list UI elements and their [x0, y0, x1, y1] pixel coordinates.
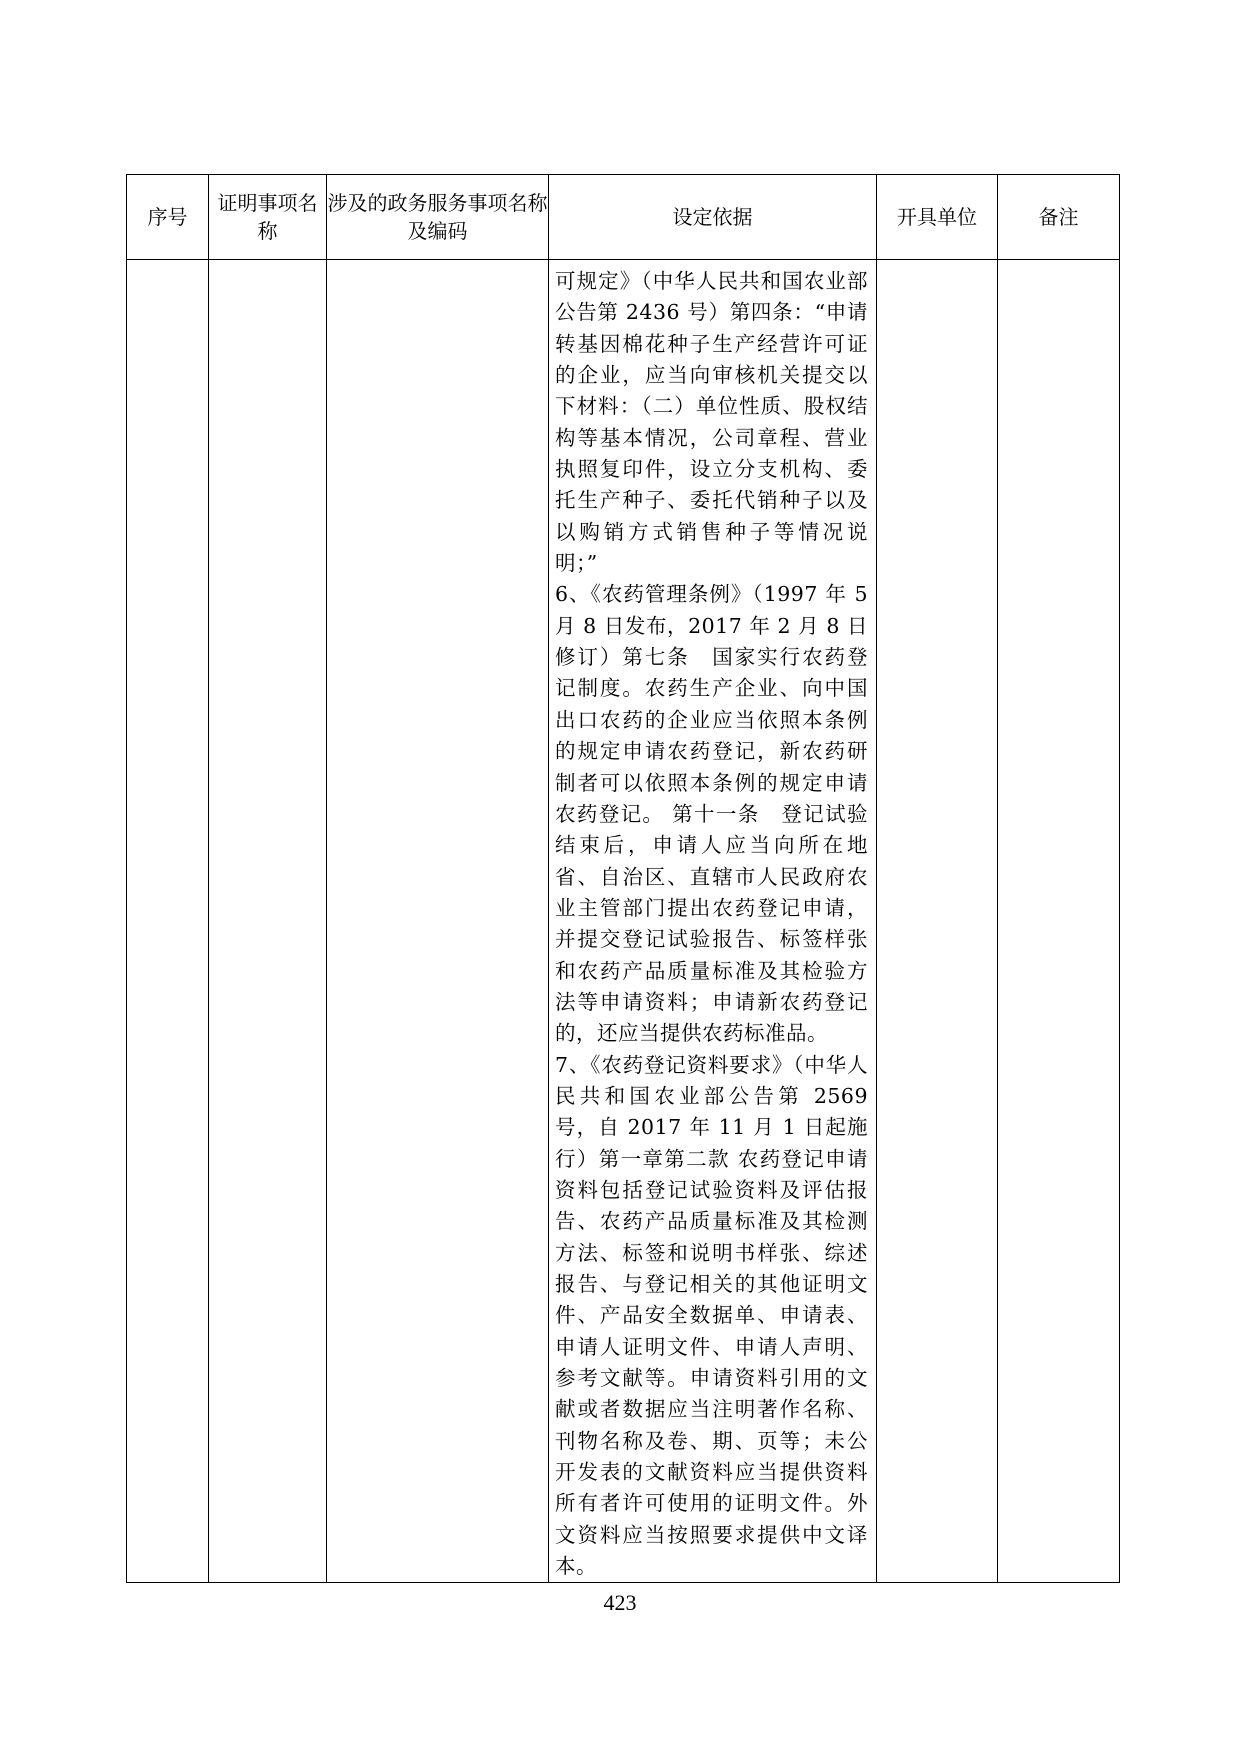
cell-remark	[998, 260, 1120, 1583]
cell-issuer	[877, 260, 998, 1583]
header-service: 涉及的政务服务事项名称及编码	[327, 175, 549, 260]
certification-table	[126, 174, 1120, 1583]
basis-paragraph: 7、《农药登记资料要求》（中华人民共和国农业部公告第 2569 号，自 2017 年 11 月 1 日起施行）第一章第二款 农药登记申请资料包括登记试验资料及评估报告、农药产品质量标准及其检测方法、标签和说明书样张、综述报告、与登记相关的其他证明文件、产品安全数据单、申请表、申请人证明文件、申请人声明、参考文献等。申请资料引用的文献或者数据应当注明著作名称、刊物名称及卷、期、页等；未公开发表的文献资料应当提供资料所有者许可使用的证明文件。外文资料应当按照要求提供中文译本。	[555, 1052, 868, 1579]
cell-cert-name	[209, 260, 327, 1583]
cell-service	[327, 260, 549, 1583]
header-cert-name: 证明事项名称	[209, 175, 327, 260]
cell-basis	[549, 260, 877, 1583]
page-number: 423	[603, 1590, 637, 1615]
header-remark: 备注	[998, 175, 1120, 260]
header-issuer: 开具单位	[877, 175, 998, 260]
header-seq: 序号	[127, 175, 209, 260]
table-header-row	[127, 175, 1120, 260]
cell-seq	[127, 260, 209, 1583]
basis-paragraph: 可规定》（中华人民共和国农业部公告第 2436 号）第四条：“申请转基因棉花种子生产经营许可证的企业，应当向审核机关提交以下材料：（二）单位性质、股权结构等基本情况，公司章程、营业执照复印件，设立分支机构、委托生产种子、委托代销种子以及以购销方式销售种子等情况说明；”	[555, 269, 868, 576]
header-basis: 设定依据	[549, 175, 877, 260]
basis-text	[549, 260, 876, 1582]
table-row	[127, 260, 1120, 1583]
basis-paragraph: 6、《农药管理条例》（1997 年 5 月 8 日发布，2017 年 2 月 8 日修订）第七条 国家实行农药登记制度。农药生产企业、向中国出口农药的企业应当依照本条例的规定申请农药登记，新农药研制者可以依照本条例的规定申请农药登记。 第十一条 登记试验结束后，申请人应当向所在地省、自治区、直辖市人民政府农业主管部门提出农药登记申请，并提交登记试验报告、标签样张和农药产品质量标准及其检验方法等申请资料；申请新农药登记的，还应当提供农药标准品。	[555, 582, 868, 1046]
